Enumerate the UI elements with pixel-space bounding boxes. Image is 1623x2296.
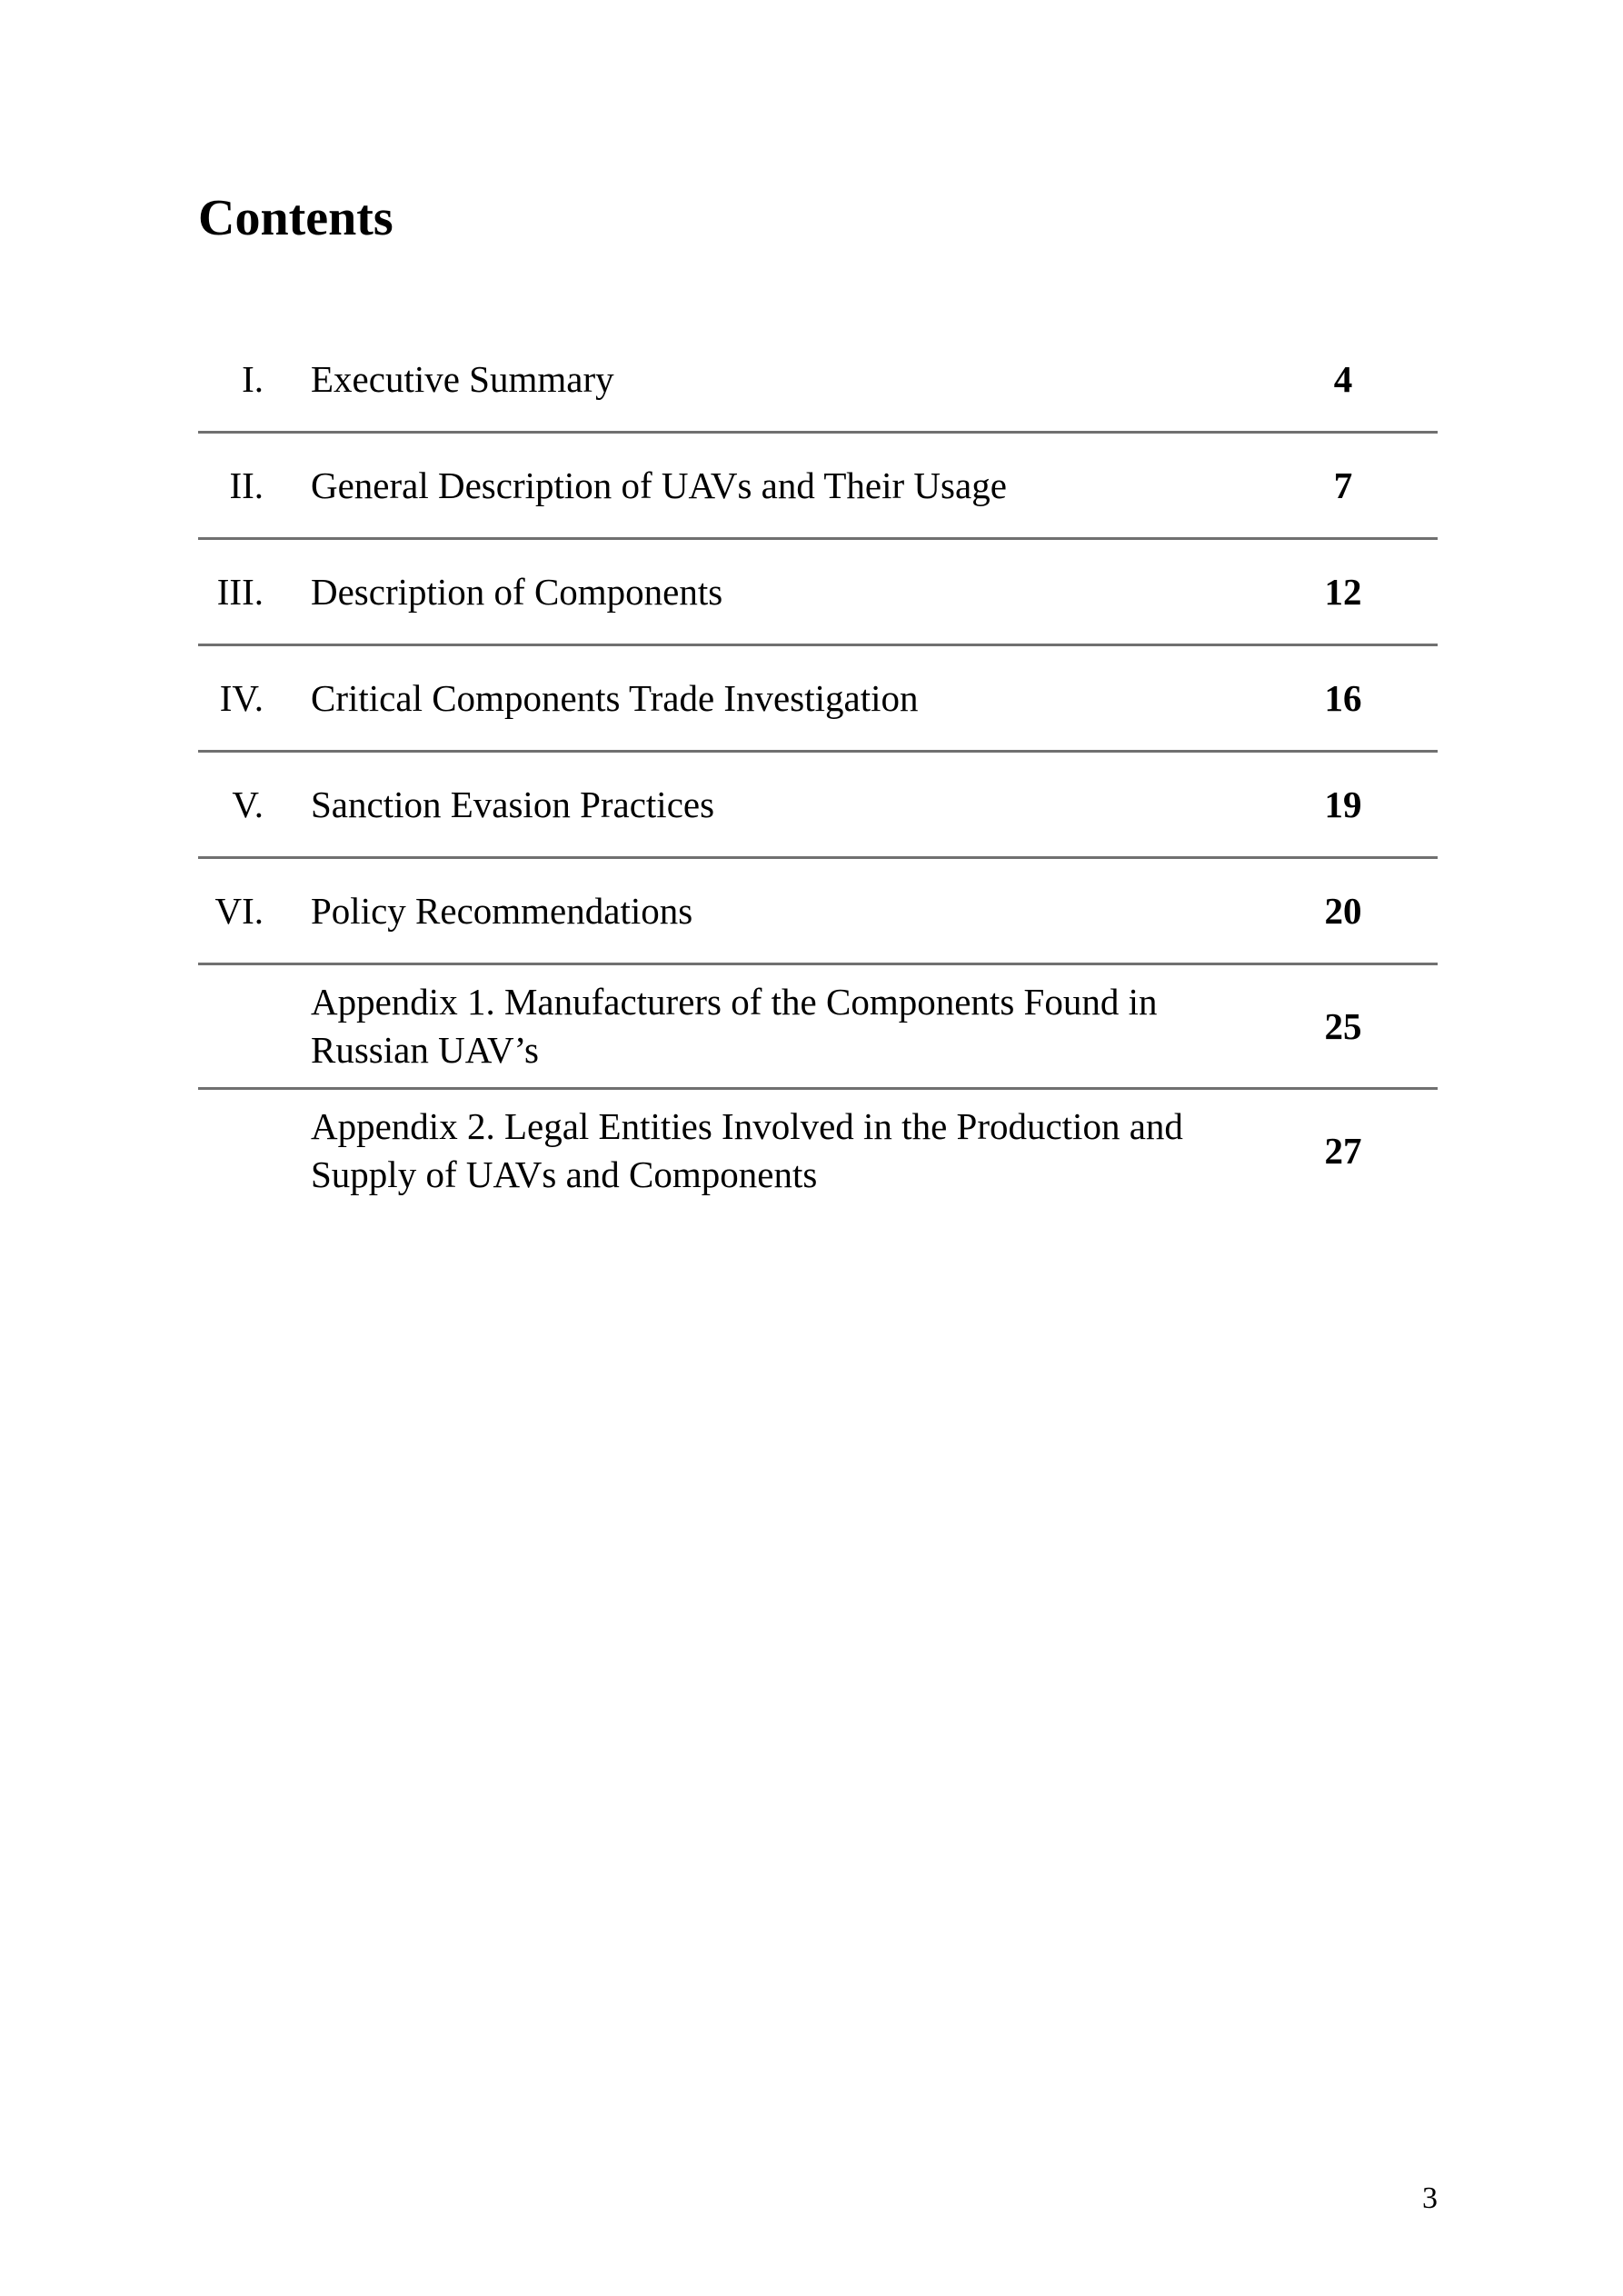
- toc-entry-title: [311, 752, 1265, 858]
- table-of-contents: [198, 327, 1438, 1212]
- toc-entry-title-line: Appendix 2. Legal Entities Involved in the Production and: [311, 1105, 1183, 1147]
- page-title: Contents: [198, 190, 393, 246]
- toc-page-ref: 7: [1265, 433, 1438, 539]
- toc-numeral: V.: [198, 752, 311, 858]
- toc-numeral: I.: [198, 327, 311, 433]
- toc-entry-title-line: Critical Components Trade Investigation: [311, 676, 919, 719]
- toc-entry-title-line: Sanction Evasion Practices: [311, 783, 715, 825]
- toc-entry-appendix-1[interactable]: [198, 964, 1438, 1089]
- toc-page-ref: 16: [1265, 645, 1438, 752]
- toc-entry-title: [311, 1089, 1265, 1213]
- toc-entry-title-line: Appendix 1. Manufacturers of the Components Found in: [311, 981, 1158, 1023]
- toc-page-ref: 25: [1265, 964, 1438, 1089]
- toc-numeral: IV.: [198, 645, 311, 752]
- toc-entry-sanction-evasion[interactable]: [198, 752, 1438, 858]
- toc-numeral: [198, 964, 311, 1089]
- toc-entry-title: [311, 539, 1265, 645]
- toc-entry-uav-usage[interactable]: [198, 433, 1438, 539]
- toc-entry-appendix-2[interactable]: [198, 1089, 1438, 1213]
- toc-numeral: [198, 1089, 311, 1213]
- toc-entry-components[interactable]: [198, 539, 1438, 645]
- toc-numeral: III.: [198, 539, 311, 645]
- toc-entry-title-line: Executive Summary: [311, 357, 614, 400]
- toc-entry-title: [311, 433, 1265, 539]
- toc-page-ref: 20: [1265, 858, 1438, 964]
- toc-numeral: VI.: [198, 858, 311, 964]
- toc-entry-title-line: Supply of UAVs and Components: [311, 1153, 818, 1195]
- toc-page-ref: 27: [1324, 1129, 1362, 1172]
- toc-entry-trade-investigation[interactable]: [198, 645, 1438, 752]
- page-number: 3: [1422, 2181, 1438, 2215]
- toc-entry-title: [311, 645, 1265, 752]
- toc-page-ref: 19: [1265, 752, 1438, 858]
- toc-entry-policy-recommendations[interactable]: [198, 858, 1438, 964]
- toc-entry-title-line: Russian UAV’s: [311, 1029, 539, 1071]
- toc-entry-executive-summary[interactable]: [198, 327, 1438, 433]
- toc-entry-title: [311, 964, 1265, 1089]
- toc-entry-title: [311, 858, 1265, 964]
- toc-entry-title: [311, 327, 1265, 433]
- toc-numeral: II.: [198, 433, 311, 539]
- toc-entry-title-line: Policy Recommendations: [311, 889, 693, 932]
- toc-page-ref: 4: [1265, 327, 1438, 433]
- toc-entry-title-line: General Description of UAVs and Their Usage: [311, 464, 1007, 506]
- toc-page-ref: 12: [1265, 539, 1438, 645]
- toc-entry-title-line: Description of Components: [311, 570, 723, 613]
